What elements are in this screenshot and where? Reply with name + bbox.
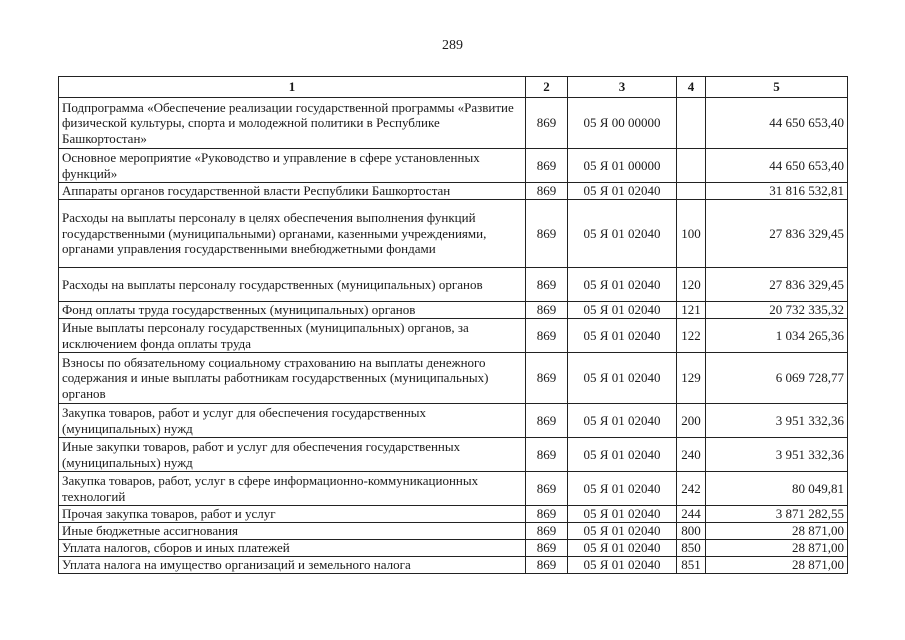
row-target-code-cell: 05 Я 01 00000 <box>568 149 677 183</box>
table-body <box>59 98 848 574</box>
row-gov-code-cell: 869 <box>526 149 568 183</box>
row-expense-type-cell: 850 <box>677 540 706 557</box>
table-row <box>59 438 848 472</box>
row-target-code-cell: 05 Я 01 02040 <box>568 557 677 574</box>
row-name-cell: Взносы по обязательному социальному страхованию на выплаты денежного содержания и иные выплаты работникам государственных (муниципальных) органов <box>59 353 526 404</box>
row-expense-type-cell: 242 <box>677 472 706 506</box>
table-row <box>59 540 848 557</box>
page-number: 289 <box>442 38 463 53</box>
row-name-cell: Основное мероприятие «Руководство и управление в сфере установленных функций» <box>59 149 526 183</box>
table-row <box>59 353 848 404</box>
row-target-code-cell: 05 Я 01 02040 <box>568 302 677 319</box>
row-sum-cell: 28 871,00 <box>706 540 848 557</box>
row-sum-cell: 1 034 265,36 <box>706 319 848 353</box>
row-sum-cell: 80 049,81 <box>706 472 848 506</box>
row-gov-code-cell: 869 <box>526 438 568 472</box>
row-name-cell: Закупка товаров, работ, услуг в сфере информационно-коммуникационных технологий <box>59 472 526 506</box>
header-col-4: 4 <box>677 77 706 98</box>
row-expense-type-cell: 100 <box>677 200 706 268</box>
row-gov-code-cell: 869 <box>526 353 568 404</box>
row-target-code-cell: 05 Я 01 02040 <box>568 268 677 302</box>
row-sum-cell: 44 650 653,40 <box>706 149 848 183</box>
row-target-code-cell: 05 Я 01 02040 <box>568 183 677 200</box>
row-expense-type-cell: 240 <box>677 438 706 472</box>
row-name-cell: Закупка товаров, работ и услуг для обеспечения государственных (муниципальных) нужд <box>59 404 526 438</box>
row-target-code-cell: 05 Я 01 02040 <box>568 438 677 472</box>
row-sum-cell: 27 836 329,45 <box>706 200 848 268</box>
table-row <box>59 557 848 574</box>
row-sum-cell: 3 871 282,55 <box>706 506 848 523</box>
row-gov-code-cell: 869 <box>526 319 568 353</box>
table-row <box>59 183 848 200</box>
row-name-cell: Иные бюджетные ассигнования <box>59 523 526 540</box>
row-sum-cell: 28 871,00 <box>706 557 848 574</box>
row-expense-type-cell: 120 <box>677 268 706 302</box>
row-target-code-cell: 05 Я 01 02040 <box>568 353 677 404</box>
row-sum-cell: 44 650 653,40 <box>706 98 848 149</box>
row-expense-type-cell: 200 <box>677 404 706 438</box>
row-sum-cell: 3 951 332,36 <box>706 404 848 438</box>
table-row <box>59 472 848 506</box>
row-gov-code-cell: 869 <box>526 98 568 149</box>
row-gov-code-cell: 869 <box>526 268 568 302</box>
row-name-cell: Иные закупки товаров, работ и услуг для обеспечения государственных (муниципальных) нужд <box>59 438 526 472</box>
row-gov-code-cell: 869 <box>526 540 568 557</box>
row-name-cell: Подпрограмма «Обеспечение реализации государственной программы «Развитие физической культуры, спорта и молодежной политики в Республике Башкортостан» <box>59 98 526 149</box>
row-name-cell: Уплата налогов, сборов и иных платежей <box>59 540 526 557</box>
row-name-cell: Уплата налога на имущество организаций и земельного налога <box>59 557 526 574</box>
table-row <box>59 506 848 523</box>
header-col-1: 1 <box>59 77 526 98</box>
row-sum-cell: 3 951 332,36 <box>706 438 848 472</box>
row-target-code-cell: 05 Я 01 02040 <box>568 319 677 353</box>
row-name-cell: Иные выплаты персоналу государственных (муниципальных) органов, за исключением фонда оплаты труда <box>59 319 526 353</box>
row-gov-code-cell: 869 <box>526 200 568 268</box>
table-row <box>59 98 848 149</box>
table-row <box>59 404 848 438</box>
header-row <box>59 77 848 98</box>
row-expense-type-cell: 244 <box>677 506 706 523</box>
row-name-cell: Расходы на выплаты персоналу в целях обеспечения выполнения функций государственными (муниципальными) органами, казенными учреждениями, органами управления государственными внебюджетными фондами <box>59 200 526 268</box>
header-col-3: 3 <box>568 77 677 98</box>
row-name-cell: Прочая закупка товаров, работ и услуг <box>59 506 526 523</box>
row-name-cell: Фонд оплаты труда государственных (муниципальных) органов <box>59 302 526 319</box>
row-target-code-cell: 05 Я 01 02040 <box>568 540 677 557</box>
table-row <box>59 268 848 302</box>
row-expense-type-cell: 800 <box>677 523 706 540</box>
row-gov-code-cell: 869 <box>526 302 568 319</box>
row-sum-cell: 20 732 335,32 <box>706 302 848 319</box>
row-expense-type-cell: 851 <box>677 557 706 574</box>
table-row <box>59 523 848 540</box>
table-row <box>59 149 848 183</box>
row-name-cell: Аппараты органов государственной власти Республики Башкортостан <box>59 183 526 200</box>
table-row <box>59 200 848 268</box>
row-gov-code-cell: 869 <box>526 557 568 574</box>
row-gov-code-cell: 869 <box>526 506 568 523</box>
row-target-code-cell: 05 Я 01 02040 <box>568 523 677 540</box>
row-target-code-cell: 05 Я 00 00000 <box>568 98 677 149</box>
row-expense-type-cell: 129 <box>677 353 706 404</box>
table-row <box>59 319 848 353</box>
row-expense-type-cell <box>677 149 706 183</box>
row-sum-cell: 28 871,00 <box>706 523 848 540</box>
row-gov-code-cell: 869 <box>526 472 568 506</box>
row-name-cell: Расходы на выплаты персоналу государственных (муниципальных) органов <box>59 268 526 302</box>
row-target-code-cell: 05 Я 01 02040 <box>568 200 677 268</box>
row-sum-cell: 27 836 329,45 <box>706 268 848 302</box>
table-row <box>59 302 848 319</box>
row-sum-cell: 31 816 532,81 <box>706 183 848 200</box>
row-target-code-cell: 05 Я 01 02040 <box>568 472 677 506</box>
row-gov-code-cell: 869 <box>526 404 568 438</box>
row-gov-code-cell: 869 <box>526 183 568 200</box>
row-expense-type-cell: 122 <box>677 319 706 353</box>
row-target-code-cell: 05 Я 01 02040 <box>568 404 677 438</box>
row-expense-type-cell <box>677 98 706 149</box>
row-sum-cell: 6 069 728,77 <box>706 353 848 404</box>
row-target-code-cell: 05 Я 01 02040 <box>568 506 677 523</box>
budget-table <box>58 76 848 574</box>
row-expense-type-cell: 121 <box>677 302 706 319</box>
row-gov-code-cell: 869 <box>526 523 568 540</box>
row-expense-type-cell <box>677 183 706 200</box>
header-col-5: 5 <box>706 77 848 98</box>
header-col-2: 2 <box>526 77 568 98</box>
